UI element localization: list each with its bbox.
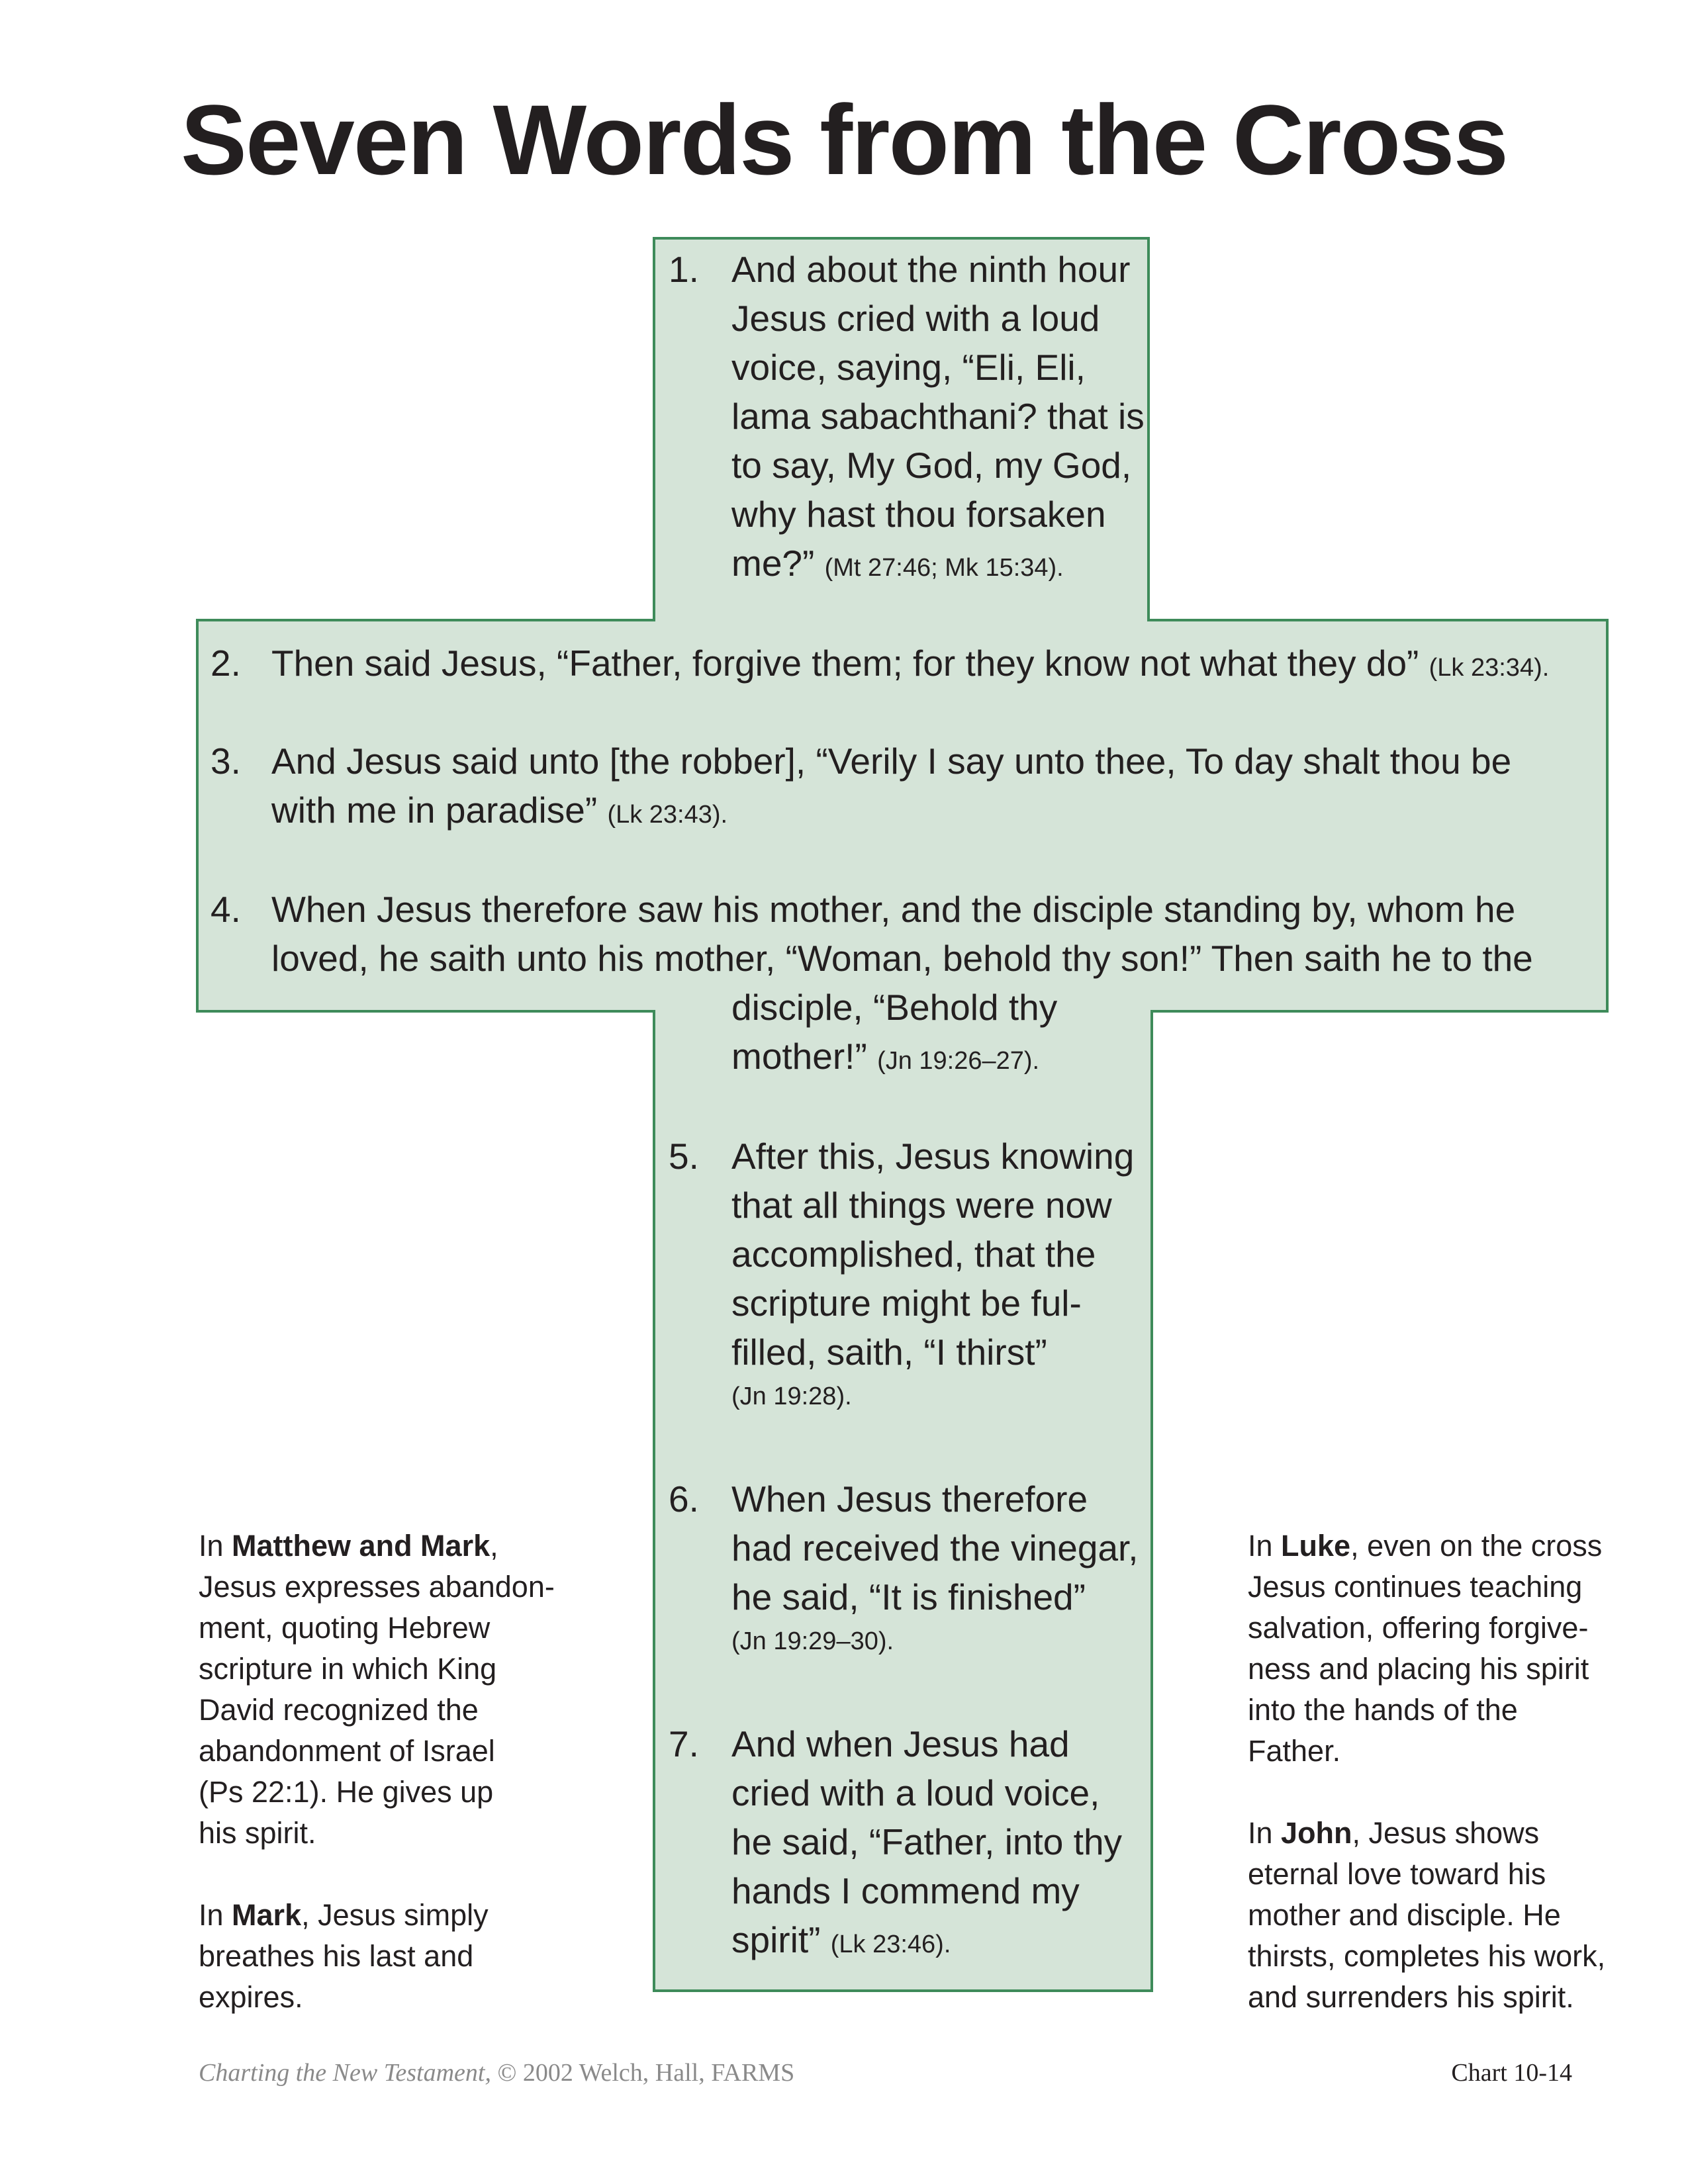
note-line: (Ps 22:1). He gives up [199, 1775, 494, 1809]
scripture-ref: (Lk 23:34). [1429, 654, 1550, 682]
word-line: he said, “Father, into thy [731, 1821, 1123, 1862]
word-7 [669, 1719, 1122, 1969]
word-line: loved, he saith unto his mother, “Woman, behold thy son!” Then saith he to the [271, 938, 1533, 979]
note-line: eternal love toward his [1248, 1857, 1546, 1891]
word-line: he said, “It is finished” [731, 1576, 1086, 1617]
word-number: 4. [211, 889, 241, 930]
note-line: thirsts, completes his work, [1248, 1939, 1606, 1973]
page-title: Seven Words from the Cross [180, 84, 1508, 195]
word-number: 5. [669, 1136, 699, 1177]
note-line: Jesus expresses abandon- [199, 1570, 555, 1604]
note-line: and surrenders his spirit. [1248, 1980, 1574, 2014]
word-2 [211, 639, 1549, 692]
word-line: to say, My God, my God, [731, 445, 1132, 486]
word-number: 3. [211, 741, 241, 782]
word-line: accomplished, that the [731, 1234, 1096, 1275]
note-line: David recognized the [199, 1693, 479, 1727]
footer-copyright: © 2002 Welch, Hall, FARMS [491, 2059, 795, 2087]
scripture-ref: (Jn 19:29–30). [731, 1627, 894, 1655]
word-line: lama sabachthani? that is [731, 396, 1145, 437]
word-4 [211, 885, 1533, 1077]
word-line: with me in paradise” [271, 790, 598, 831]
note-text: In [1248, 1529, 1282, 1563]
note-text: , [490, 1529, 498, 1563]
word-line: had received the vinegar, [731, 1527, 1139, 1569]
word-line: After this, Jesus knowing [731, 1136, 1135, 1177]
word-number: 6. [669, 1479, 699, 1520]
word-line: why hast thou forsaken [731, 494, 1106, 535]
note-line: his spirit. [199, 1816, 316, 1850]
note-text: , even on the cross [1350, 1529, 1603, 1563]
note-line: ness and placing his spirit [1248, 1652, 1589, 1686]
word-line: filled, saith, “I thirst” [731, 1332, 1047, 1373]
note-paragraph [199, 1525, 569, 1854]
scripture-ref: (Jn 19:28). [731, 1383, 852, 1410]
word-line: Jesus cried with a loud [731, 298, 1100, 339]
word-number: 2. [211, 643, 241, 684]
word-line: And when Jesus had [731, 1723, 1070, 1764]
note-line: abandonment of Israel [199, 1734, 495, 1768]
word-3 [211, 737, 1511, 839]
word-line: hands I commend my [731, 1870, 1080, 1911]
word-line: that all things were now [731, 1185, 1112, 1226]
word-line: mother!” [731, 1036, 867, 1077]
word-line: voice, saying, “Eli, Eli, [731, 347, 1086, 388]
note-line: mother and disciple. He [1248, 1898, 1561, 1932]
note-line: Jesus continues teaching [1248, 1570, 1583, 1604]
word-1 [669, 245, 1145, 592]
word-number: 1. [669, 249, 699, 290]
note-text: , Jesus simply [301, 1898, 489, 1932]
scripture-ref: (Lk 23:43). [607, 801, 728, 829]
word-number: 7. [669, 1723, 699, 1764]
note-gospel-name: Matthew and Mark [232, 1529, 491, 1563]
scripture-ref: (Jn 19:26–27). [877, 1047, 1040, 1075]
left-notes [199, 1525, 569, 2018]
note-text: In [1248, 1816, 1282, 1850]
note-paragraph [1248, 1813, 1618, 2018]
word-line: And about the ninth hour [731, 249, 1131, 290]
word-line: And Jesus said unto [the robber], “Verily I say unto thee, To day shalt thou be [271, 741, 1512, 782]
note-text: In [199, 1529, 232, 1563]
note-paragraph [1248, 1525, 1618, 1772]
chart-number: Chart 10-14 [1451, 2059, 1572, 2087]
right-notes [1248, 1525, 1618, 2018]
word-line: disciple, “Behold thy [731, 987, 1058, 1028]
word-line: spirit” [731, 1919, 821, 1960]
note-text: In [199, 1898, 232, 1932]
note-gospel-name: John [1281, 1816, 1352, 1850]
note-line: into the hands of the [1248, 1693, 1518, 1727]
note-text: , Jesus shows [1352, 1816, 1540, 1850]
footer-book-title: Charting the New Testament, [199, 2059, 491, 2087]
note-line: scripture in which King [199, 1652, 497, 1686]
note-paragraph [199, 1895, 569, 2018]
note-line: expires. [199, 1980, 303, 2014]
word-line: cried with a loud voice, [731, 1772, 1100, 1813]
scripture-ref: (Mt 27:46; Mk 15:34). [824, 554, 1064, 582]
note-line: ment, quoting Hebrew [199, 1611, 491, 1645]
note-line: Father. [1248, 1734, 1341, 1768]
word-line: Then said Jesus, “Father, forgive them; for they know not what they do” [271, 643, 1419, 684]
note-line: salvation, offering forgive- [1248, 1611, 1589, 1645]
footer-citation [199, 2058, 794, 2087]
note-line: breathes his last and [199, 1939, 474, 1973]
word-line: When Jesus therefore saw his mother, and the disciple standing by, whom he [271, 889, 1516, 930]
note-gospel-name: Luke [1281, 1529, 1351, 1563]
word-line: me?” [731, 543, 815, 584]
scripture-ref: (Lk 23:46). [830, 1931, 951, 1958]
word-5 [669, 1132, 1134, 1416]
word-line: scripture might be ful- [731, 1283, 1082, 1324]
note-gospel-name: Mark [232, 1898, 302, 1932]
word-line: When Jesus therefore [731, 1479, 1088, 1520]
word-6 [669, 1475, 1139, 1661]
